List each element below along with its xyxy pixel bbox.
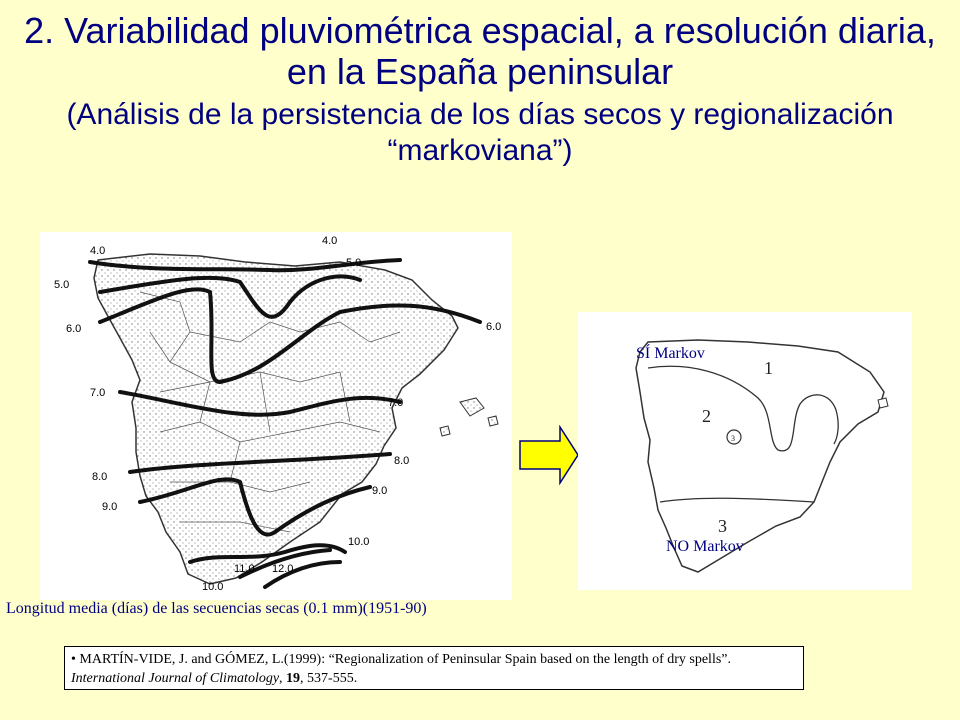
isoline-label: 8.0 (92, 471, 108, 483)
reference-separator: , (279, 671, 287, 686)
isoline-label: 12.0 (272, 563, 294, 575)
region-number: 1 (764, 358, 773, 378)
isoline-label: 7.0 (388, 397, 404, 409)
isoline-label: 11.0 (234, 563, 255, 575)
spain-isoline-map-graphic (40, 232, 512, 600)
bullet-icon: • (71, 652, 76, 667)
reference-after-title: ”. (721, 652, 731, 667)
isoline-label: 4.0 (90, 245, 106, 257)
balearic-islands (878, 398, 888, 408)
markov-no-label: NO Markov (666, 538, 744, 555)
arrow-shape (520, 427, 578, 483)
balearic-islands (440, 398, 498, 436)
reference-paper-title: Regionalization of Peninsular Spain based on the length of dry spells (334, 652, 722, 667)
region-number: 3 (718, 516, 727, 536)
reference-journal: International Journal of Climatology (71, 671, 280, 686)
title-subtitle: (Análisis de la persistencia de los días secos y regionalización “markoviana”) (66, 97, 894, 167)
markov-yes-label: SÍ Markov (636, 345, 705, 362)
title-main: 2. Variabilidad pluviométrica espacial, a resolución diaria, en la España peninsular (24, 10, 936, 93)
isoline-label: 9.0 (372, 485, 388, 497)
spain-region-map-graphic (578, 312, 912, 590)
markov-region-map (578, 312, 912, 590)
isoline-label: 6.0 (66, 323, 82, 335)
reference-authors: MARTÍN-VIDE, J. and GÓMEZ, L.(1999): “ (79, 652, 335, 667)
isoline-label: 5.0 (54, 279, 70, 291)
isoline-label: 6.0 (486, 321, 502, 333)
reference-box (64, 646, 804, 690)
region-number: 3 (731, 434, 735, 443)
isoline-label: 10.0 (202, 581, 224, 593)
isoline-label: 10.0 (348, 536, 370, 548)
isoline-label: 7.0 (90, 387, 106, 399)
map-caption: Longitud media (días) de las secuencias secas (0.1 mm)(1951-90) (6, 600, 427, 617)
isoline-label: 8.0 (394, 455, 410, 467)
isoline-label: 5.0 (346, 257, 362, 269)
right-arrow-icon (516, 425, 582, 485)
reference-volume: 19 (286, 671, 301, 686)
isoline-label: 4.0 (322, 235, 338, 247)
dry-spell-length-map (40, 232, 512, 600)
slide-title (0, 10, 960, 169)
region-number: 2 (702, 406, 711, 426)
isoline-label: 9.0 (102, 501, 118, 513)
reference-pages: , 537-555. (300, 671, 358, 686)
